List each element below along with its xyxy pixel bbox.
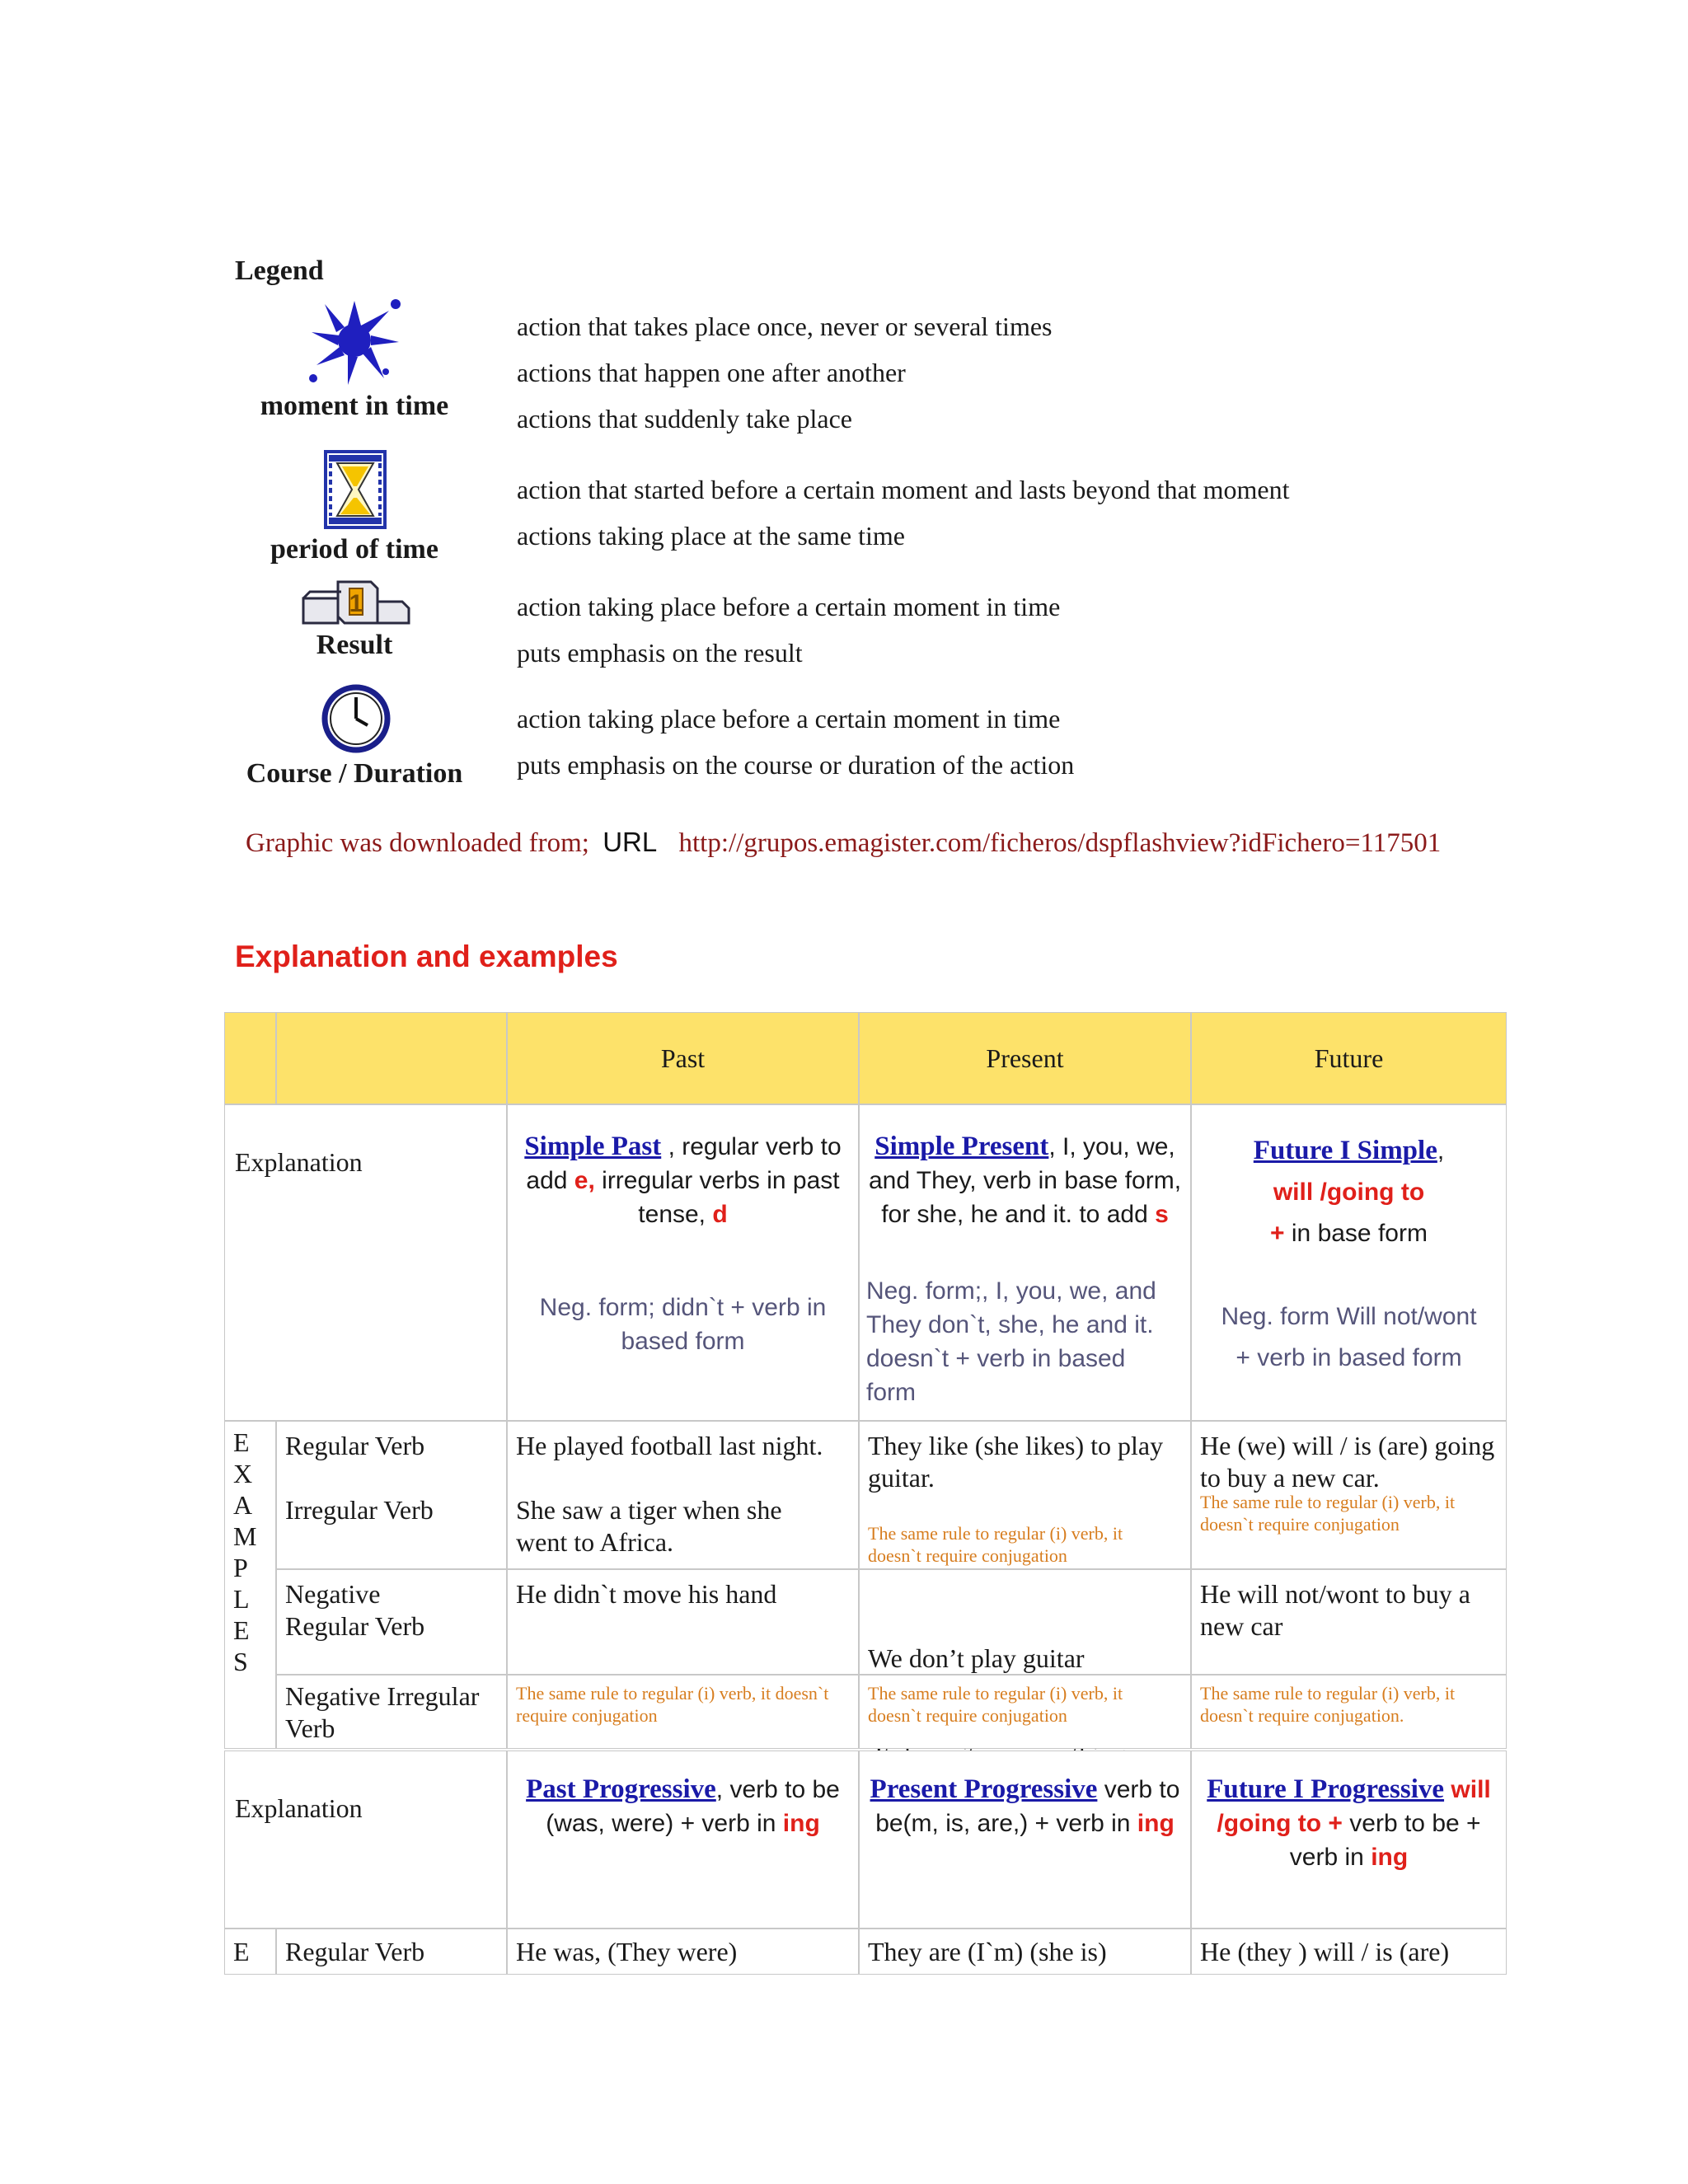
irregular-verb-label: Irregular Verb [285,1495,434,1525]
future-regular-cell [1191,1421,1507,1569]
text-highlight: s [1155,1201,1169,1228]
past-neg-example: He didn`t move his hand [516,1579,777,1609]
simple-present-explanation [866,1130,1184,1231]
text-highlight: e, [574,1167,595,1194]
header-future: Future [1191,1012,1507,1104]
past-progressive-explanation [516,1773,850,1840]
url-label: URL [603,827,658,857]
future-progressive-cell [1191,1750,1507,1929]
text: We don’t play guitar [868,1643,1085,1673]
present-regular-cell [859,1421,1191,1569]
past-regular-example: He played football last night. [516,1431,823,1460]
legend-line: puts emphasis on the result [517,638,803,668]
future-regular-note: The same rule to regular (i) verb, it doesn`t require conjugation [1200,1492,1456,1535]
future-neg-example: He will not/wont to buy a new car [1200,1579,1470,1641]
future-neg-irr-note: The same rule to regular (i) verb, it doesn`t require conjugation. [1200,1683,1456,1726]
text-highlight: d [712,1201,728,1228]
source-url[interactable]: http://grupos.emagister.com/ficheros/dspflashview?idFichero=117501 [678,828,1442,858]
past-neg-irr-note: The same rule to regular (i) verb, it doesn`t require conjugation [516,1683,829,1726]
simple-past-neg: Neg. form; didn`t + verb in based form [539,1294,827,1355]
present-progressive-explanation [866,1773,1184,1840]
splash-icon [307,293,406,387]
text-highlight: + [1270,1220,1285,1247]
present-regular-example: They like (she likes) to play guitar. [868,1431,1164,1493]
text-highlight: will /going to + [1217,1776,1491,1837]
simple-present-link[interactable]: Simple Present [874,1132,1049,1161]
letter: E [233,1615,250,1645]
last-letter: E [233,1937,250,1966]
svg-text:1: 1 [349,590,363,617]
text-highlight: ing [1371,1844,1409,1871]
text: verb to be + verb in [1289,1810,1481,1871]
present-progressive-link[interactable]: Present Progressive [870,1774,1098,1804]
negative-regular-label-cell [276,1569,507,1675]
text: , verb to be (was, were) + verb in [546,1776,840,1837]
present-progressive-cell [859,1750,1191,1929]
text-highlight: ing [1137,1810,1175,1837]
legend-line: action taking place before a certain moment in time [517,592,1061,621]
negative-irregular-label: Negative Irregular Verb [285,1681,480,1743]
progressive-explanation-label: Explanation [235,1793,363,1823]
legend-line: action taking place before a certain moment in time [517,704,1061,733]
legend-line: action that takes place once, never or several times [517,312,1053,341]
future-progressive-link[interactable]: Future I Progressive [1207,1774,1445,1804]
last-label-cell [276,1929,507,1975]
legend-title: Legend [235,255,324,286]
text: , I, you, we, and They, verb in base form, for she, he and it. to add [868,1133,1182,1228]
podium-icon [300,577,412,626]
source-line [246,827,1441,859]
legend-line: actions taking place at the same time [517,521,905,551]
explanation-label-cell [224,1104,507,1421]
simple-future-cell [1191,1104,1507,1421]
examples-letters [233,1427,256,1677]
last-letter-cell [224,1929,276,1975]
text: , [1437,1137,1445,1165]
header-empty-2 [276,1012,507,1104]
clock-icon [321,684,391,753]
future-simple-link[interactable]: Future I Simple [1253,1136,1437,1165]
simple-future-explanation [1198,1130,1499,1254]
past-progressive-cell [507,1750,859,1929]
present-neg-irr-note: The same rule to regular (i) verb, it doesn`t require conjugation [868,1683,1123,1726]
header-empty-1 [224,1012,276,1104]
future-progressive-explanation [1198,1773,1499,1874]
letter: S [233,1647,248,1676]
grammar-table [224,1012,1507,1975]
text: irregular verbs in past tense, [594,1167,840,1228]
last-past-example: He was, (They were) [516,1937,738,1966]
text: verb to be(m, is, are,) + verb in [875,1776,1180,1837]
past-regular-cell [507,1421,859,1569]
legend-label-period: period of time [270,534,438,565]
header-past: Past [507,1012,859,1104]
text: in base form [1284,1220,1428,1247]
source-prefix: Graphic was downloaded from; [246,828,589,858]
regular-verb-label: Regular Verb [285,1431,425,1460]
regular-irregular-label-cell [276,1421,507,1569]
present-regular-note: The same rule to regular (i) verb, it doesn`t require conjugation [868,1523,1123,1566]
future-neg-cell [1191,1569,1507,1675]
examples-letters-cell [224,1421,276,1749]
letter: E [233,1427,250,1457]
negative-irregular-label-cell [276,1675,507,1749]
past-progressive-link[interactable]: Past Progressive [526,1774,716,1804]
legend-line: actions that suddenly take place [517,404,852,434]
simple-past-link[interactable]: Simple Past [524,1132,662,1161]
future-regular-example: He (we) will / is (are) going to buy a new car. [1200,1431,1495,1493]
text: Neg. form Will not/wont [1221,1303,1477,1330]
past-irregular-example: She saw a tiger when she went to Africa. [516,1495,782,1557]
header-present: Present [859,1012,1191,1104]
text-highlight: ing [782,1810,820,1837]
legend-label-moment: moment in time [260,391,449,421]
last-future-example: He (they ) will / is (are) [1200,1937,1450,1966]
legend-line: action that started before a certain moment and lasts beyond that moment [517,475,1290,504]
legend-label-course: Course / Duration [246,758,463,789]
last-past-cell [507,1929,859,1975]
text: + verb in based form [1236,1344,1462,1371]
future-neg-irr-cell [1191,1675,1507,1749]
simple-present-neg: Neg. form;, I, you, we, and They don`t, she, he and it. doesn`t + verb in based form [866,1277,1156,1406]
letter: M [233,1521,257,1551]
negative-regular-label: Negative Regular Verb [285,1579,425,1641]
text-highlight: will /going to [1273,1179,1425,1206]
last-future-cell [1191,1929,1507,1975]
letter: A [233,1490,253,1520]
legend-line: puts emphasis on the course or duration of the action [517,750,1075,780]
present-neg-irr-cell [859,1675,1191,1749]
section-title: Explanation and examples [235,940,618,973]
letter: P [233,1553,248,1582]
simple-past-cell [507,1104,859,1421]
last-present-cell [859,1929,1191,1975]
letter: L [233,1584,250,1614]
letter: X [233,1459,253,1488]
progressive-explanation-label-cell [224,1750,507,1929]
simple-future-neg [1198,1296,1499,1379]
last-present-example: They are (I`m) (she is) [868,1937,1107,1966]
simple-past-explanation [516,1130,850,1231]
hourglass-icon [324,450,387,529]
past-neg-irr-cell [507,1675,859,1749]
legend-line: actions that happen one after another [517,358,906,387]
explanation-label: Explanation [235,1147,363,1177]
simple-present-cell [859,1104,1191,1421]
past-neg-cell [507,1569,859,1675]
legend-label-result: Result [316,630,393,660]
present-neg-cell [859,1569,1191,1675]
text: , regular verb to add [526,1133,842,1194]
last-regular-verb-label: Regular Verb [285,1937,425,1966]
